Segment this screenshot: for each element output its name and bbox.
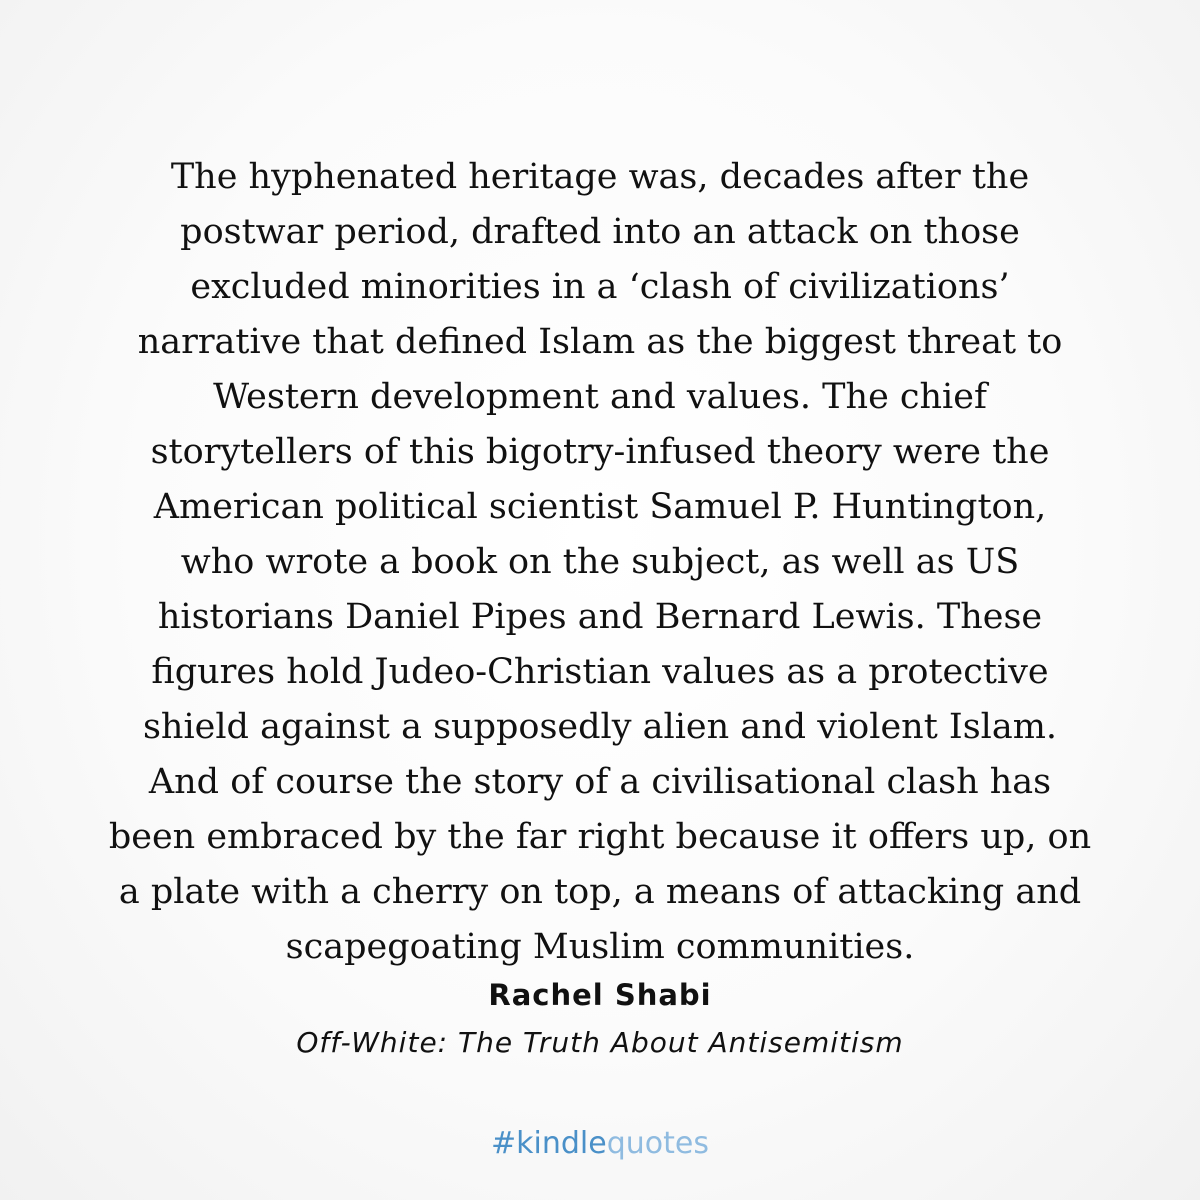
hashtag[interactable]: [0, 1126, 1200, 1161]
quote-line: historians Daniel Pipes and Bernard Lewis. These: [157, 597, 1043, 637]
author-name: Rachel Shabi: [488, 978, 712, 1012]
quote-line: The hyphenated heritage was, decades after the: [170, 157, 1030, 197]
quote-line: a plate with a cherry on top, a means of attacking and: [118, 872, 1082, 912]
quote-line: been embraced by the far right because it offers up, on: [108, 817, 1092, 857]
quote-line: excluded minorities in a ‘clash of civilizations’: [190, 267, 1010, 307]
quote-line: storytellers of this bigotry-infused theory were the: [150, 432, 1050, 472]
quote-text: [60, 150, 1140, 975]
quote-line: Western development and values. The chief: [213, 377, 987, 417]
quote-line: narrative that defined Islam as the biggest threat to: [137, 322, 1063, 362]
quote-line: who wrote a book on the subject, as well as US: [180, 542, 1020, 582]
hashtag-suffix: quotes: [606, 1126, 709, 1161]
book-title: Off-White: The Truth About Antisemitism: [296, 1026, 904, 1059]
hashtag-prefix: #kindle: [491, 1126, 607, 1161]
quote-line: scapegoating Muslim communities.: [285, 927, 915, 967]
quote-line: figures hold Judeo-Christian values as a protective: [151, 652, 1049, 692]
quote-line: And of course the story of a civilisational clash has: [148, 762, 1052, 802]
quote-line: postwar period, drafted into an attack on those: [180, 212, 1020, 252]
quote-line: shield against a supposedly alien and violent Islam.: [142, 707, 1058, 747]
quote-line: American political scientist Samuel P. Huntington,: [153, 487, 1047, 527]
